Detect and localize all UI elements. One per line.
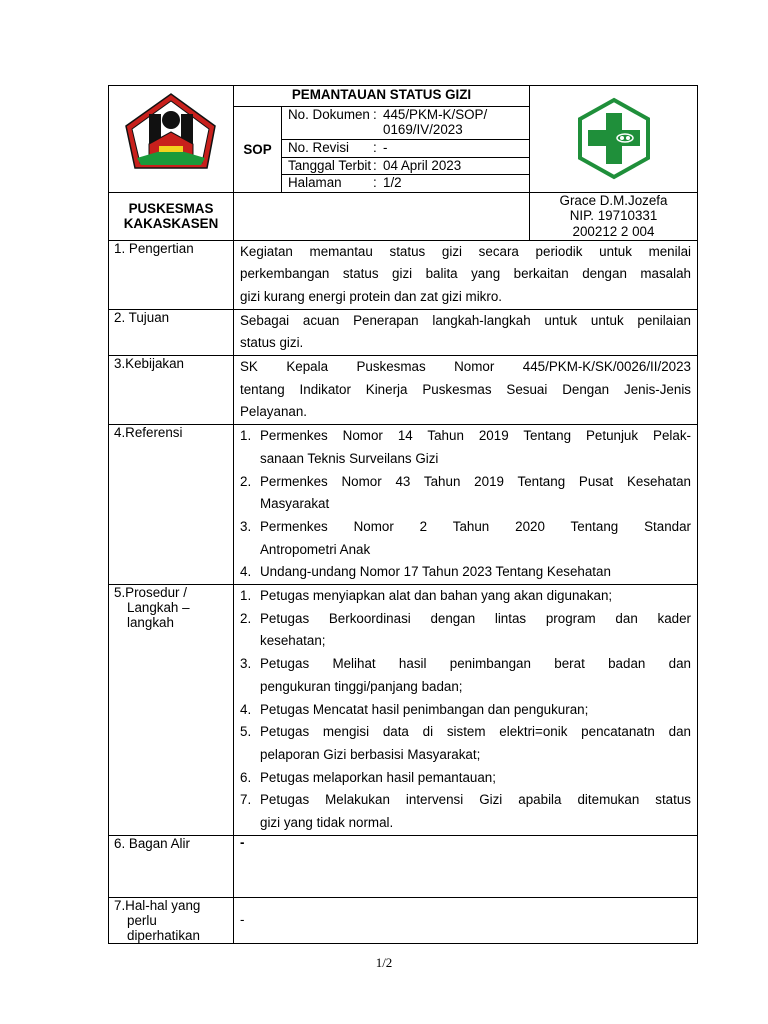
sop-document <box>108 85 697 944</box>
meta-value: 445/PKM-K/SOP/ <box>383 107 488 122</box>
list-item: 2. Petugas Berkoordinasi dengan lintas program dan kader kesehatan; <box>240 610 691 649</box>
meta-key: No. Revisi <box>288 140 350 155</box>
section-content-referensi <box>234 425 698 585</box>
puskesmas-logo-cell <box>530 86 698 193</box>
meta-key: Halaman <box>288 175 342 190</box>
text-line: Pelayanan. <box>240 404 308 420</box>
section-label-kebijakan: 3.Kebijakan <box>109 356 234 425</box>
organization-line-1: PUSKESMAS <box>128 200 214 216</box>
regency-logo-cell <box>109 86 234 193</box>
section-label-tujuan: 2. Tujuan <box>109 309 234 355</box>
meta-value: - <box>383 140 388 155</box>
list-item: 5. Petugas mengisi data di sistem elektri=onik pencatanatn dan pelaporan Gizi berbasisi Masyarakat; <box>240 724 691 762</box>
list-item: 4. Petugas Mencatat hasil penimbangan dan pengukuran; <box>240 701 589 717</box>
section-label-pengertian: 1. Pengertian <box>109 240 234 309</box>
organization-name <box>109 192 234 240</box>
text-line: Kegiatan memantau status gizi secara periodik untuk menilai <box>240 243 691 259</box>
list-item: 2. Permenkes Nomor 43 Tahun 2019 Tentang Pusat Kesehatan Masyarakat <box>240 473 691 512</box>
list-item: 4. Undang-undang Nomor 17 Tahun 2023 Tentang Kesehatan <box>240 564 611 580</box>
meta-page: Halaman : 1/2 <box>282 175 530 193</box>
sop-table <box>108 85 698 944</box>
text-line: Sebagai acuan Penerapan langkah-langkah untuk untuk penilaian <box>240 312 691 328</box>
text-line: SK Kepala Puskesmas Nomor 445/PKM-K/SK/0026/II/2023 <box>240 359 691 375</box>
meta-key: Tanggal Terbit <box>288 157 372 173</box>
meta-key: No. Dokumen <box>288 107 370 122</box>
organization-line-2: KAKASKASEN <box>123 216 219 231</box>
signer-nip: NIP. 19710331 <box>569 208 658 223</box>
sop-label: SOP <box>234 107 282 193</box>
text-line: tentang Indikator Kinerja Puskesmas Sesuai Dengan Jenis-Jenis <box>240 381 691 397</box>
meta-revision: No. Revisi : - <box>282 140 530 158</box>
section-content-prosedur <box>234 585 698 836</box>
meta-value: 04 April 2023 <box>383 157 462 173</box>
section-label-referensi: 4.Referensi <box>109 425 234 585</box>
list-item: 7. Petugas Melakukan intervensi Gizi apabila ditemukan status gizi yang tidak normal. <box>240 792 691 831</box>
list-item: 1. Permenkes Nomor 14 Tahun 2019 Tentang Petunjuk Pelak- sanaan Teknis Surveilans Gizi <box>240 428 691 466</box>
section-content-hal-hal: - <box>234 897 698 943</box>
meta-value-continued: 0169/IV/2023 <box>383 121 463 137</box>
list-item: 6. Petugas melaporkan hasil pemantauan; <box>240 769 496 785</box>
section-label-bagan-alir: 6. Bagan Alir <box>109 835 234 897</box>
regency-emblem-icon <box>109 86 234 185</box>
section-content-tujuan <box>234 309 698 355</box>
section-content-pengertian <box>234 240 698 309</box>
meta-issue-date: Tanggal Terbit : 04 April 2023 <box>282 157 530 175</box>
signer-nip-continued: 200212 2 004 <box>572 223 655 239</box>
list-item: 3. Permenkes Nomor 2 Tahun 2020 Tentang Standar Antropometri Anak <box>240 518 691 557</box>
text-line: status gizi. <box>240 335 304 351</box>
signer-name: Grace D.M.Jozefa <box>559 192 668 208</box>
section-label-hal-hal: 7.Hal-hal yang perlu diperhatikan <box>109 897 234 943</box>
list-item: 3. Petugas Melihat hasil penimbangan berat badan dan pengukuran tinggi/panjang badan; <box>240 656 691 694</box>
signature-block <box>530 192 698 240</box>
page-number: 1/2 <box>375 955 393 970</box>
section-label-prosedur: 5.Prosedur / Langkah – langkah <box>109 585 234 836</box>
section-content-bagan-alir: - <box>234 835 698 897</box>
list-item: 1. Petugas menyiapkan alat dan bahan yang akan digunakan; <box>240 588 613 604</box>
meta-document-number: No. Dokumen : 445/PKM-K/SOP/ 0169/IV/2023 <box>282 107 530 140</box>
document-title: PEMANTAUAN STATUS GIZI <box>234 86 530 107</box>
blank-cell <box>234 192 530 240</box>
text-line: perkembangan status gizi balita yang berkaitan dengan masalah <box>240 266 691 282</box>
puskesmas-logo-icon <box>530 86 698 185</box>
meta-value: 1/2 <box>383 175 402 190</box>
section-content-kebijakan <box>234 356 698 425</box>
text-line: gizi kurang energi protein dan zat gizi mikro. <box>240 288 502 304</box>
